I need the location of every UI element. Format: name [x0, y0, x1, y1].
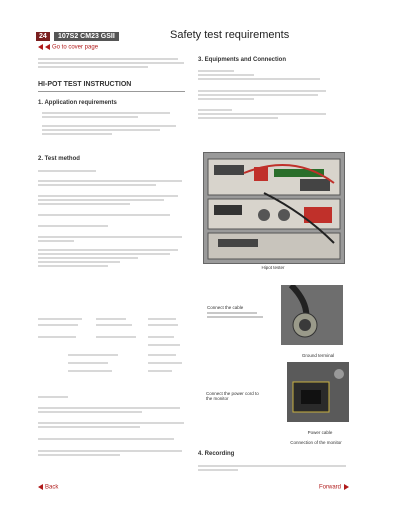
application-text — [42, 112, 176, 135]
back-arrow-icon — [38, 484, 43, 490]
section-test-method: 2. Test method — [38, 156, 80, 162]
section-recording: 4. Recording — [198, 451, 235, 457]
power-cord-label — [206, 391, 266, 401]
cable-label — [207, 305, 263, 318]
connection-caption: Connection of the monitor — [290, 440, 342, 445]
hipot-heading: HI-POT TEST INSTRUCTION — [38, 81, 132, 88]
cover-page-link-label: Go to cover page — [52, 44, 99, 51]
intro-text — [38, 58, 186, 68]
hipot-tester-image — [204, 153, 344, 263]
parameter-table — [38, 318, 186, 386]
cable-caption-top — [290, 278, 330, 283]
power-cable-image — [287, 362, 349, 422]
heading-divider — [38, 91, 185, 92]
back-arrow-icon — [45, 44, 50, 50]
forward-link[interactable] — [319, 484, 349, 491]
model-badge: 107S2 CM23 GSII — [54, 32, 119, 41]
ground-terminal-caption: Ground terminal — [301, 353, 335, 358]
power-cable-photo — [287, 362, 349, 422]
cable-connector-image — [281, 285, 343, 345]
forward-link-label: Forward — [319, 484, 342, 491]
back-link-label: Back — [45, 484, 59, 491]
test-method-text — [38, 170, 182, 267]
forward-arrow-icon — [344, 484, 349, 490]
section-application-requirements: 1. Application requirements — [38, 100, 117, 106]
hipot-tester-photo — [203, 152, 345, 264]
cable-connector-photo — [281, 285, 343, 345]
power-cable-caption: Power cable — [307, 430, 333, 435]
cover-page-link[interactable] — [38, 44, 98, 51]
back-link[interactable] — [38, 484, 58, 491]
page-title: Safety test requirements — [170, 29, 290, 41]
section-equipments-connection: 3. Equipments and Connection — [198, 57, 287, 63]
recording-text — [198, 465, 346, 471]
power-cord-label-text: Connect the power cord to the monitor — [206, 391, 259, 401]
back-arrow-icon — [38, 44, 43, 50]
procedure-text — [38, 396, 184, 456]
cable-label-text: Connect the cable — [207, 305, 244, 310]
hipot-tester-caption: Hipot tester — [261, 265, 285, 270]
equipment-text — [198, 70, 326, 119]
page-number-badge: 24 — [36, 32, 50, 41]
